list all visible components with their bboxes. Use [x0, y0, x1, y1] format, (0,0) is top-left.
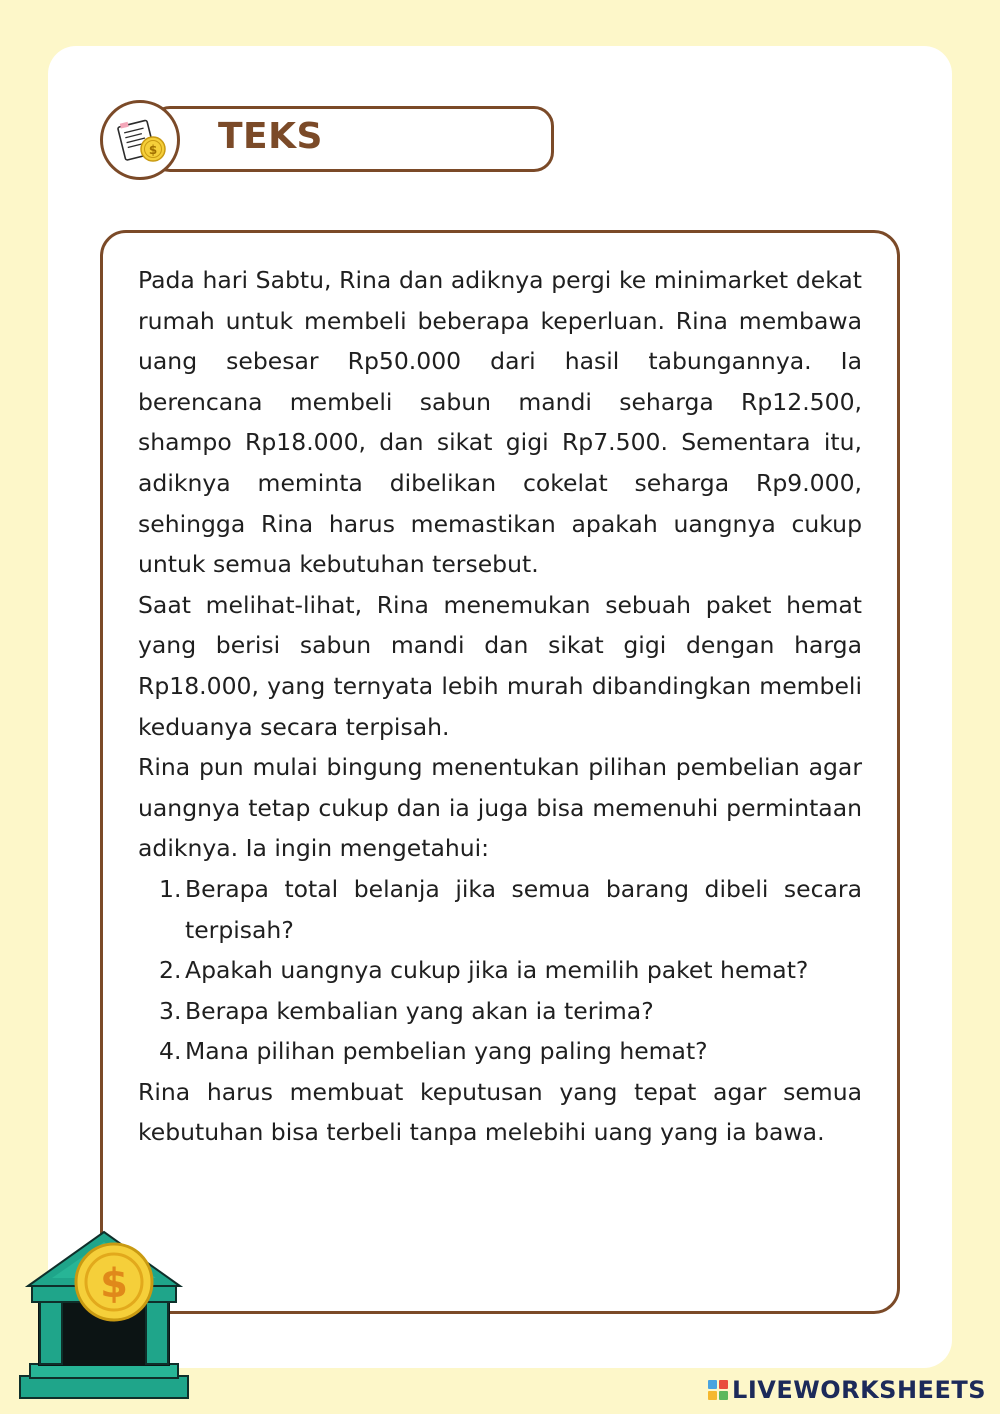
question-number: 2.: [159, 956, 182, 985]
question-number: 3.: [159, 996, 182, 1025]
story-paragraph-2: Saat melihat-lihat, Rina menemukan sebuah paket hemat yang berisi sabun mandi dan sikat gigi dengan harga Rp18.000, yang ternyata lebih murah dibandingkan membeli keduanya secara terpisah.: [138, 590, 862, 741]
story-paragraph-4: Rina harus membuat keputusan yang tepat agar semua kebutuhan bisa terbeli tanpa melebihi uang yang ia bawa.: [138, 1077, 862, 1147]
title-banner: [150, 106, 554, 172]
question-number: 1.: [159, 874, 182, 903]
question-text: Berapa total belanja jika semua barang dibeli secara terpisah?: [185, 874, 862, 944]
question-text: Mana pilihan pembelian yang paling hemat?: [185, 1037, 708, 1066]
question-text: Apakah uangnya cukup jika ia memilih paket hemat?: [185, 956, 809, 985]
bank-coin-icon: [18, 1226, 190, 1402]
list-item: [138, 991, 862, 1032]
svg-text:$: $: [100, 1261, 128, 1307]
svg-text:$: $: [148, 143, 158, 157]
list-item: [138, 869, 862, 950]
story-paragraph-3: Rina pun mulai bingung menentukan pilihan pembelian agar uangnya tetap cukup dan ia juga bisa memenuhi permintaan adiknya. Ia ingin mengetahui:: [138, 753, 862, 863]
liveworksheets-brand: [708, 1374, 986, 1406]
list-item: [138, 1031, 862, 1072]
question-text: Berapa kembalian yang akan ia terima?: [185, 996, 654, 1025]
story-text: [138, 260, 862, 1153]
story-paragraph-1: Pada hari Sabtu, Rina dan adiknya pergi ke minimarket dekat rumah untuk membeli beberapa keperluan. Rina membawa uang sebesar Rp50.000 dari hasil tabungannya. Ia berencana membeli sabun mandi seharga Rp12.500, shampo Rp18.000, dan sikat gigi Rp7.500. Sementara itu, adiknya meminta dibelikan cokelat seharga Rp9.000, sehingga Rina harus memastikan apakah uangnya cukup untuk semua kebutuhan tersebut.: [138, 266, 862, 579]
list-item: [138, 950, 862, 991]
page-title: TEKS: [218, 116, 323, 157]
question-number: 4.: [159, 1037, 182, 1066]
title-badge: [100, 100, 180, 180]
brand-name: LIVEWORKSHEETS: [732, 1376, 986, 1404]
question-list: [138, 869, 862, 1072]
receipt-coin-icon: [113, 115, 169, 167]
liveworksheets-logo-icon: [708, 1380, 728, 1400]
